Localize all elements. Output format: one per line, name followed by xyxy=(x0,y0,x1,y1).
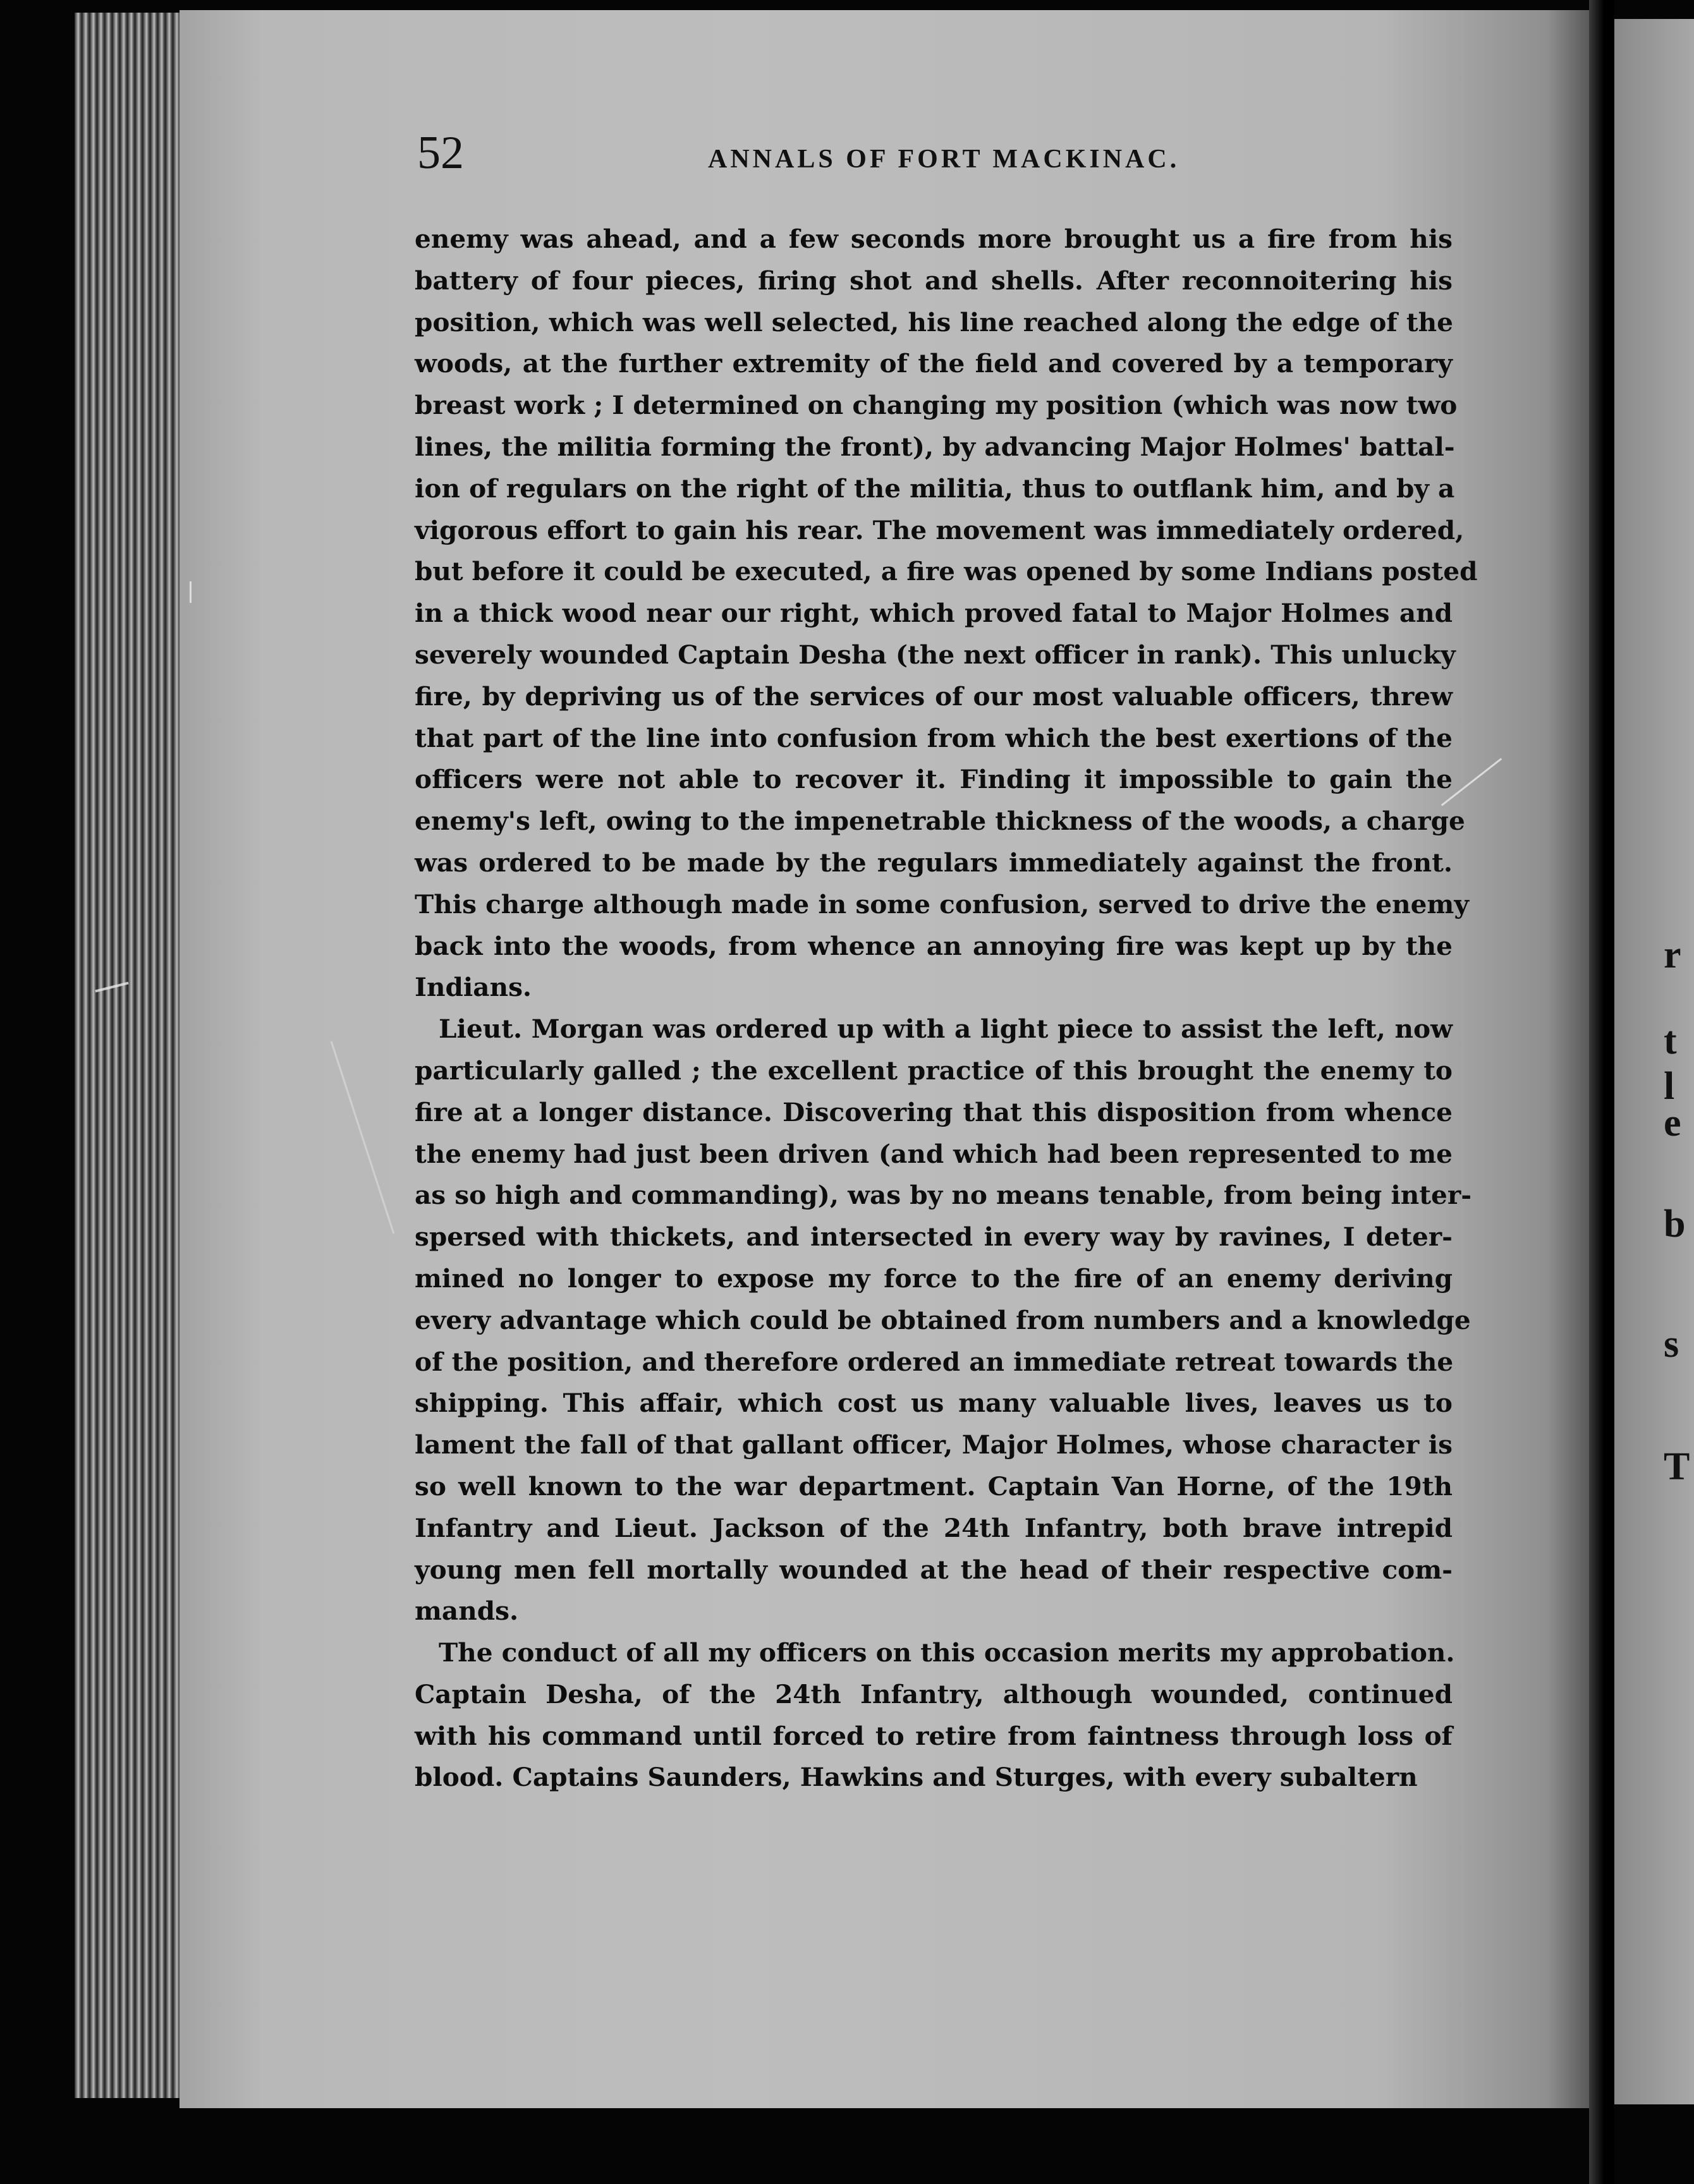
text-line: was ordered to be made by the regulars immediately against the front. xyxy=(415,847,1453,878)
text-line: shipping. This affair, which cost us many valuable lives, leaves us to xyxy=(415,1388,1453,1419)
adjacent-page-fragment: r xyxy=(1664,933,1681,976)
text-line: with his command until forced to retire from faintness through loss of xyxy=(415,1720,1453,1751)
body-text xyxy=(415,219,1478,1799)
text-line: enemy's left, owing to the impenetrable thickness of the woods, a charge xyxy=(415,806,1465,837)
text-line: position, which was well selected, his line reached along the edge of the xyxy=(415,306,1453,337)
paragraph xyxy=(415,1009,1472,1632)
text-line: mined no longer to expose my force to the fire of an enemy deriving xyxy=(415,1263,1453,1294)
adjacent-page-fragment: s xyxy=(1664,1323,1679,1366)
stacked-page-edges xyxy=(75,13,182,2098)
adjacent-page-fragment: T xyxy=(1664,1445,1690,1488)
text-line: Indians. xyxy=(415,972,532,1003)
text-line: the enemy had just been driven (and which had been represented to me xyxy=(415,1138,1453,1169)
text-line: mands. xyxy=(415,1596,519,1627)
text-line: This charge although made in some confusion, served to drive the enemy xyxy=(415,889,1469,919)
text-line: young men fell mortally wounded at the head of their respective com- xyxy=(415,1554,1453,1585)
page-header xyxy=(417,126,1492,196)
adjacent-page-fragment: e xyxy=(1664,1101,1681,1144)
text-line: spersed with thickets, and intersected in every way by ravines, I deter- xyxy=(415,1222,1453,1253)
paragraph xyxy=(415,219,1478,1009)
text-line: battery of four pieces, firing shot and shells. After reconnoitering his xyxy=(415,265,1453,296)
text-line: enemy was ahead, and a few seconds more brought us a fire from his xyxy=(415,224,1453,254)
text-line: severely wounded Captain Desha (the next officer in rank). This unlucky xyxy=(415,639,1456,670)
adjacent-page-fragment: l xyxy=(1664,1065,1675,1108)
text-line: lines, the militia forming the front), by advancing Major Holmes' battal- xyxy=(415,431,1455,462)
text-line: in a thick wood near our right, which proved fatal to Major Holmes and xyxy=(415,598,1453,629)
text-line: breast work ; I determined on changing my position (which was now two xyxy=(415,390,1458,421)
film-scratch xyxy=(190,581,192,603)
text-line: woods, at the further extremity of the field and covered by a temporary xyxy=(415,348,1453,379)
text-line: back into the woods, from whence an annoying fire was kept up by the xyxy=(415,930,1453,961)
text-line: that part of the line into confusion from which the best exertions of the xyxy=(415,722,1453,753)
page-number: 52 xyxy=(417,127,464,179)
text-line: The conduct of all my officers on this occasion merits my approbation. xyxy=(439,1637,1455,1668)
text-line: as so high and commanding), was by no means tenable, from being inter- xyxy=(415,1180,1472,1211)
text-line: fire, by depriving us of the services of our most valuable officers, threw xyxy=(415,681,1453,712)
text-line: but before it could be executed, a fire was opened by some Indians posted xyxy=(415,556,1478,587)
text-line: Captain Desha, of the 24th Infantry, although wounded, continued xyxy=(415,1678,1453,1709)
text-line: lament the fall of that gallant officer, Major Holmes, whose character is xyxy=(415,1429,1453,1460)
adjacent-page-fragment: t xyxy=(1664,1019,1677,1062)
adjacent-page-sliver xyxy=(1614,19,1694,2104)
text-line: every advantage which could be obtained from numbers and a knowledge xyxy=(415,1304,1471,1335)
text-line: blood. Captains Saunders, Hawkins and Sturges, with every subaltern xyxy=(415,1762,1418,1793)
running-title: ANNALS OF FORT MACKINAC. xyxy=(708,145,1180,174)
text-line: Lieut. Morgan was ordered up with a light piece to assist the left, now xyxy=(439,1014,1453,1045)
text-line: particularly galled ; the excellent practice of this brought the enemy to xyxy=(415,1055,1453,1086)
text-line: of the position, and therefore ordered an immediate retreat towards the xyxy=(415,1346,1454,1377)
text-line: fire at a longer distance. Discovering that this disposition from whence xyxy=(415,1096,1453,1127)
text-line: officers were not able to recover it. Finding it impossible to gain the xyxy=(415,764,1453,795)
book-gutter xyxy=(1589,0,1614,2184)
text-line: ion of regulars on the right of the militia, thus to outflank him, and by a xyxy=(415,473,1455,504)
text-line: so well known to the war department. Captain Van Horne, of the 19th xyxy=(415,1471,1453,1502)
paragraph xyxy=(415,1632,1453,1799)
adjacent-page-fragment: b xyxy=(1664,1203,1686,1246)
text-line: Infantry and Lieut. Jackson of the 24th Infantry, both brave intrepid xyxy=(415,1512,1453,1543)
text-line: vigorous effort to gain his rear. The movement was immediately ordered, xyxy=(415,514,1465,545)
